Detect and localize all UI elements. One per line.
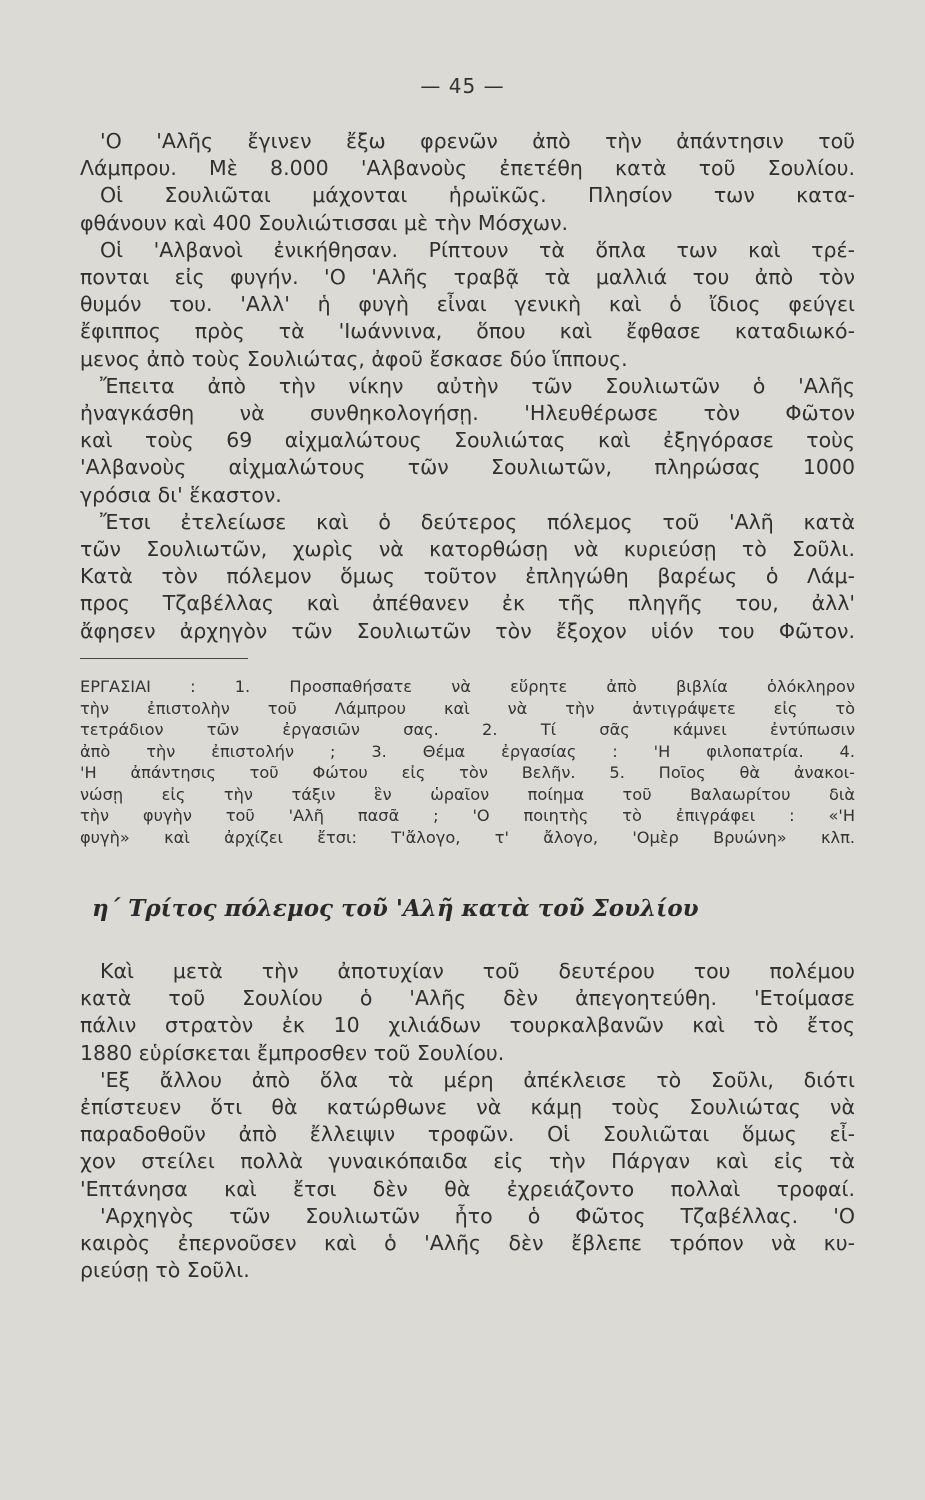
- body-line: 'Ο 'Αλῆς ἔγινεν ἔξω φρενῶν ἀπὸ τὴν ἀπάντησιν τοῦ: [100, 129, 855, 153]
- exercises-line: 'Η ἀπάντησις τοῦ Φώτου εἰς τὸν Βελῆν. 5. Ποῖος θὰ ἀνακοι-: [80, 763, 855, 782]
- exercises-line: ΕΡΓΑΣΙΑΙ : 1. Προσπαθήσατε νὰ εὕρητε ἀπὸ βιβλία ὁλόκληρον: [80, 677, 855, 696]
- exercises-line: νώσῃ εἰς τὴν τάξιν ἓν ὡραῖον ποίημα τοῦ Βαλαωρίτου διὰ: [80, 784, 855, 804]
- body-line: Κατὰ τὸν πόλεμον ὅμως τοῦτον ἐπληγώθη βαρέως ὁ Λάμ-: [80, 564, 855, 589]
- body-line: πονται εἰς φυγήν. 'Ο 'Αλῆς τραβᾷ τὰ μαλλιά του ἀπὸ τὸν: [80, 265, 855, 290]
- section-line: χον στείλει πολλὰ γυναικόπαιδα εἰς τὴν Πάργαν καὶ εἰς τὰ: [80, 1149, 855, 1174]
- section-line: Καὶ μετὰ τὴν ἀποτυχίαν τοῦ δευτέρου του πολέμου: [100, 959, 855, 983]
- section-line: ριεύσῃ τὸ Σοῦλι.: [80, 1258, 250, 1283]
- body-line: θυμόν του. 'Αλλ' ἡ φυγὴ εἶναι γενικὴ καὶ ὁ ἴδιος φεύγει: [80, 292, 855, 317]
- section-line: 'Εξ ἄλλου ἀπὸ ὅλα τὰ μέρη ἀπέκλεισε τὸ Σοῦλι, διότι: [100, 1067, 855, 1092]
- exercises-line: ἀπὸ τὴν ἐπιστολήν ; 3. Θέμα ἐργασίας : 'Η φιλοπατρία. 4.: [80, 741, 855, 761]
- body-line: ἄφησεν ἀρχηγὸν τῶν Σουλιωτῶν τὸν ἔξοχον υἱόν του Φῶτον.: [80, 618, 855, 643]
- body-line: προς Τζαβέλλας καὶ ἀπέθανεν ἐκ τῆς πληγῆς του, ἀλλ': [80, 591, 855, 616]
- section-line: 'Επτάνησα καὶ ἔτσι δὲν θὰ ἐχρειάζοντο πολλαὶ τροφαί.: [80, 1176, 855, 1201]
- exercises-line: φυγὴ» καὶ ἀρχίζει ἔτσι: Τ'ἄλογο, τ' ἄλογο, 'Ομὲρ Βρυώνη» κλπ.: [80, 827, 855, 847]
- body-line: καὶ τοὺς 69 αἰχμαλώτους Σουλιώτας καὶ ἐξηγόρασε τοὺς: [80, 428, 855, 453]
- body-line: Οἱ 'Αλβανοὶ ἐνικήθησαν. Ρίπτουν τὰ ὅπλα των καὶ τρέ-: [100, 237, 855, 262]
- footnote-divider: [80, 658, 248, 659]
- section-line: ἐπίστευεν ὅτι θὰ κατώρθωνε νὰ κάμῃ τοὺς Σουλιώτας νὰ: [80, 1095, 855, 1120]
- section-line: κατὰ τοῦ Σουλίου ὁ 'Αλῆς δὲν ἀπεγοητεύθη. 'Ετοίμασε: [80, 986, 855, 1011]
- section-line: παραδοθοῦν ἀπὸ ἔλλειψιν τροφῶν. Οἱ Σουλιῶται ὅμως εἶ-: [80, 1122, 855, 1147]
- page-number: — 45 —: [420, 74, 505, 98]
- body-line: ἠναγκάσθη νὰ συνθηκολογήσῃ. 'Ηλευθέρωσε τὸν Φῶτον: [80, 401, 855, 426]
- section-body-text: [80, 958, 855, 1284]
- body-line: ἔφιππος πρὸς τὰ 'Ιωάννινα, ὅπου καὶ ἔφθασε καταδιωκό-: [80, 319, 855, 344]
- exercises-line: τὴν ἐπιστολὴν τοῦ Λάμπρου καὶ νὰ τὴν ἀντιγράψετε εἰς τὸ: [80, 698, 855, 718]
- body-line: φθάνουν καὶ 400 Σουλιώτισσαι μὲ τὴν Μόσχων.: [80, 210, 569, 235]
- body-line: Ἔπειτα ἀπὸ τὴν νίκην αὐτὴν τῶν Σουλιωτῶν ὁ 'Αλῆς: [100, 373, 855, 398]
- body-line: Οἱ Σουλιῶται μάχονται ἡρωϊκῶς. Πλησίον των κατα-: [100, 183, 855, 208]
- section-line: 'Αρχηγὸς τῶν Σουλιωτῶν ἦτο ὁ Φῶτος Τζαβέλλας. 'Ο: [100, 1203, 855, 1228]
- section-line: 1880 εὑρίσκεται ἔμπροσθεν τοῦ Σουλίου.: [80, 1040, 505, 1065]
- body-line: 'Αλβανοὺς αἰχμαλώτους τῶν Σουλιωτῶν, πληρώσας 1000: [80, 455, 855, 480]
- exercises-block: [80, 676, 855, 848]
- body-text: [80, 128, 855, 645]
- body-line: γρόσια δι' ἕκαστον.: [80, 482, 282, 507]
- body-line: τῶν Σουλιωτῶν, χωρὶς νὰ κατορθώσῃ νὰ κυριεύσῃ τὸ Σοῦλι.: [80, 537, 855, 562]
- section-line: καιρὸς ἐπερνοῦσεν καὶ ὁ 'Αλῆς δὲν ἔβλεπε τρόπον νὰ κυ-: [80, 1231, 855, 1256]
- exercises-line: τὴν φυγὴν τοῦ 'Αλῆ πασᾶ ; 'Ο ποιητὴς τὸ ἐπιγράφει : «'Η: [80, 806, 855, 825]
- section-line: πάλιν στρατὸν ἐκ 10 χιλιάδων τουρκαλβανῶν καὶ τὸ ἔτος: [80, 1013, 855, 1038]
- body-line: μενος ἀπὸ τοὺς Σουλιώτας, ἀφοῦ ἔσκασε δύο ἵππους.: [80, 346, 628, 371]
- section-heading: η΄ Τρίτος πόλεμος τοῦ 'Αλῆ κατὰ τοῦ Σουλίου: [92, 895, 699, 922]
- body-line: Ἔτσι ἐτελείωσε καὶ ὁ δεύτερος πόλεμος τοῦ 'Αλῆ κατὰ: [100, 509, 855, 534]
- exercises-line: τετράδιον τῶν ἐργασιῶν σας. 2. Τί σᾶς κάμνει ἐντύπωσιν: [80, 720, 855, 739]
- body-line: Λάμπρου. Μὲ 8.000 'Αλβανοὺς ἐπετέθη κατὰ τοῦ Σουλίου.: [80, 156, 855, 181]
